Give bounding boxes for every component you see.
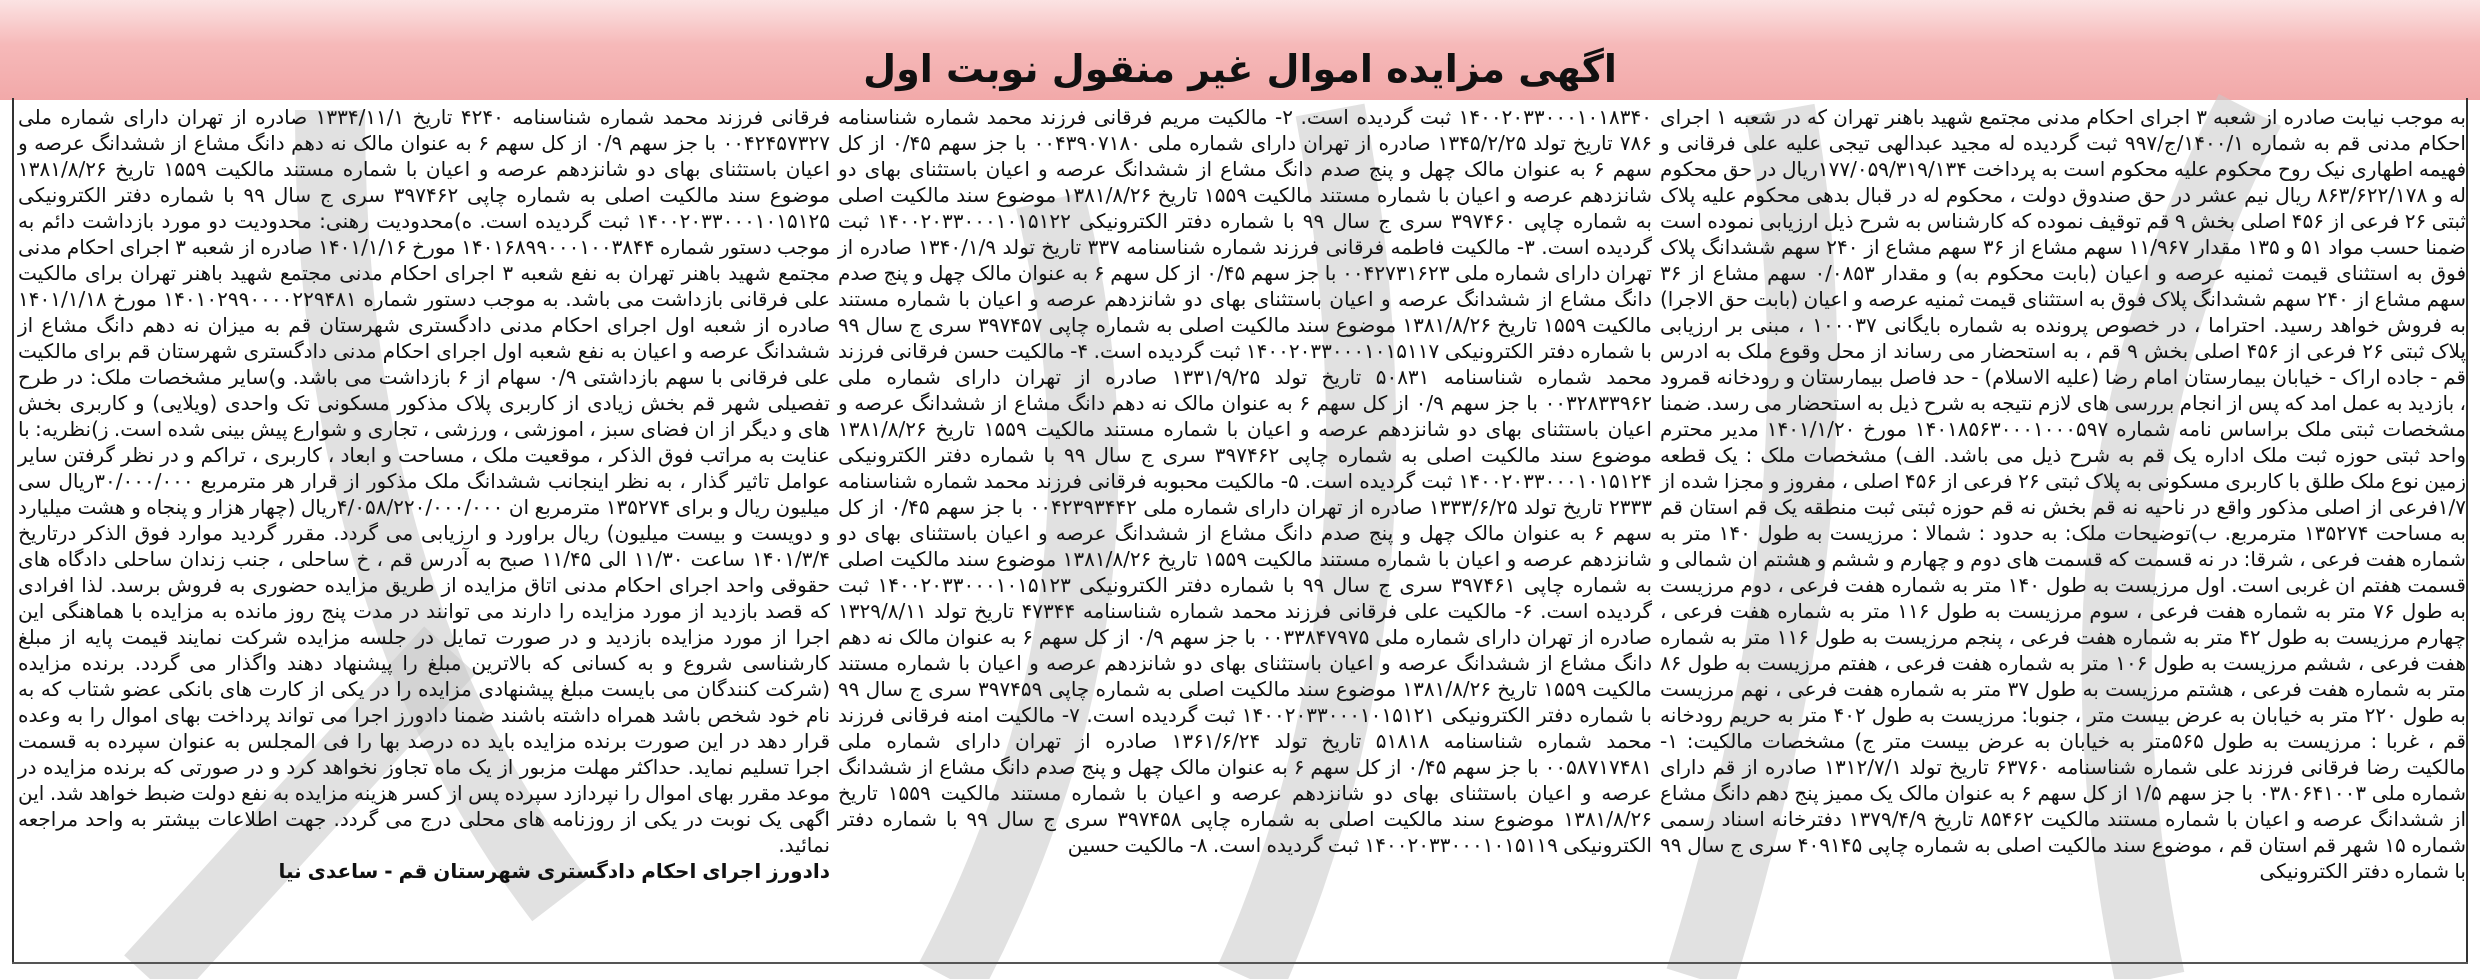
notice-column-left (18, 104, 830, 884)
notice-column-middle (838, 104, 1652, 858)
column-text: به موجب نیابت صادره از شعبه ۳ اجرای احکام مدنی مجتمع شهید باهنر تهران که در شعبه ۱ اجرای احکام مدنی قم به شماره ۱۴۰۰/۱/ج/۹۹۷ ثبت گردیده له مجید عبدالهی تیجی علیه علی فرقانی و فهیمه اطهاری نیک روح محکوم علیه محکوم است به پرداخت ۱۷۷/۰۵۹/۳۱۹/۱۳۴ریال در حق محکوم له و ۸۶۳/۶۲۲/۱۷۸ ریال نیم عشر در حق صندوق دولت ، محکوم له در قبال بدهی محکوم علیه پلاک ثبتی ۲۶ فرعی از ۴۵۶ اصلی بخش ۹ قم توقیف نموده که کارشناس به شرح ذیل ارزیابی نموده است ضمنا حسب مواد ۵۱ و ۱۳۵ مقدار ۱۱/۹۶۷ سهم مشاع از ۳۶ سهم مشاع از ۲۴۰ سهم ششدانگ پلاک فوق به استثنای قیمت ثمنیه عرصه و اعیان (بابت محکوم به) و مقدار ۰/۰۸۵۳ سهم مشاع از ۳۶ سهم مشاع از ۲۴۰ سهم ششدانگ پلاک فوق به استثنای قیمت ثمنیه عرصه و اعیان (بابت حق الاجرا) به فروش خواهد رسید. احتراما ، در خصوص پرونده به شماره بایگانی ۱۰۰۰۳۷ ، مبنی بر ارزیابی پلاک ثبتی ۲۶ فرعی از ۴۵۶ اصلی بخش ۹ قم ، به استحضار می رساند از محل وقوع ملک به ادرس قم - جاده اراک - خیابان بیمارستان امام رضا (علیه الاسلام) - حد فاصل بیمارستان و رودخانه قمرود ، بازدید به عمل امد که پس از انجام بررسی های لازم نتیجه به شرح ذیل به استحضار می رسد. ضمنا مشخصات ثبتی ملک براساس نامه شماره ۱۴۰۱۸۵۶۳۰۰۰۱۰۰۰۵۹۷ مورخ ۱۴۰۱/۱/۲۰ مدیر محترم واحد ثبتی حوزه ثبت ملک اداره یک قم به شرح ذیل می باشد. الف) مشخصات ملک : یک قطعه زمین نوع ملک طلق با کاربری مسکونی به پلاک ثبتی ۲۶ فرعی از ۴۵۶ اصلی ، مفروز و مجزا شده از ۱/۷فرعی از اصلی مذکور واقع در ناحیه نه قم بخش نه قم حوزه ثبتی ثبت منطقه یک قم استان قم به مساحت ۱۳۵۲۷۴ مترمربع. ب)توضیحات ملک: به حدود : شمالا : مرزیست به طول ۱۴۰ متر به شماره هفت فرعی ، شرقا: در نه قسمت که قسمت های دوم و چهارم و ششم و هشتم ان شمالی و قسمت هفتم ان غربی است. اول مرزیست به طول ۱۴۰ متر به شماره هفت فرعی ، دوم مرزیست به طول ۷۶ متر به شماره هفت فرعی ، سوم مرزیست به طول ۱۱۶ متر به شماره هفت فرعی ، چهارم مرزیست به طول ۴۲ متر به شماره هفت فرعی ، پنجم مرزیست به طول ۱۱۶ متر به شماره هفت فرعی ، ششم مرزیست به طول ۱۰۶ متر به شماره هفت فرعی ، هفتم مرزیست به طول ۸۶ متر به شماره هفت فرعی ، هشتم مرزیست به طول ۳۷ متر به شماره هفت فرعی ، نهم مرزیست به طول ۲۲۰ متر به خیابان به عرض بیست متر ، جنوبا: مرزیست به طول ۴۰۲ متر به حریم رودخانه قم ، غربا : مرزیست به طول ۵۶۵متر به خیابان به عرض بیست متر ج) مشخصات مالکیت: ۱- مالکیت رضا فرقانی فرزند علی شماره شناسنامه ۶۳۷۶۰ تاریخ تولد ۱۳۱۲/۷/۱ صادره از قم دارای شماره ملی ۰۳۸۰۶۴۱۰۰۳ با جز سهم ۱/۵ از کل سهم ۶ به عنوان مالک یک ممیز پنج دهم دانگ مشاع از ششدانگ عرصه و اعیان با شماره مستند مالکیت ۸۵۴۶۲ تاریخ ۱۳۷۹/۴/۹ دفترخانه اسناد رسمی شماره ۱۵ شهر قم استان قم ، موضوع سند مالکیت اصلی به شماره چاپی ۴۰۹۱۴۵ سری ج سال ۹۹ با شماره دفتر الکترونیکی (1660, 105, 2467, 883)
notice-title: اگهی مزایده اموال غیر منقول نوبت اول (863, 47, 1617, 91)
column-text: فرقانی فرزند محمد شماره شناسنامه ۴۲۴۰ تاریخ ۱۳۳۴/۱۱/۱ صادره از تهران دارای شماره ملی ۰۰۴۲۴۵۷۳۲۷ با جز سهم ۰/۹ از کل سهم ۶ به عنوان مالک نه دهم دانگ مشاع از ششدانگ عرصه و اعیان باستثنای بهای دو شانزدهم عرصه و اعیان با شماره مستند مالکیت ۱۵۵۹ تاریخ ۱۳۸۱/۸/۲۶ موضوع سند مالکیت اصلی به شماره چاپی ۳۹۷۴۶۲ سری ج سال ۹۹ با شماره دفتر الکترونیکی ۱۴۰۰۲۰۳۳۰۰۰۱۰۱۵۱۲۵ ثبت گردیده است. ه)محدودیت رهنی: محدودیت دو مورد بازداشت دائم به موجب دستور شماره ۱۴۰۱۶۸۹۹۰۰۰۱۰۰۳۸۴۴ مورخ ۱۴۰۱/۱/۱۶ صادره از شعبه ۳ اجرای احکام مدنی مجتمع شهید باهنر تهران به نفع شعبه ۳ اجرای احکام مدنی مجتمع شهید باهنر تهران برای مالکیت علی فرقانی بازداشت می باشد. به موجب دستور شماره ۱۴۰۱۰۲۹۹۰۰۰۰۲۲۹۴۸۱ مورخ ۱۴۰۱/۱/۱۸ صادره از شعبه اول اجرای احکام مدنی دادگستری شهرستان قم به میزان نه دهم دانگ مشاع از ششدانگ عرصه و اعیان به نفع شعبه اول اجرای احکام مدنی دادگستری شهرستان قم برای مالکیت علی فرقانی با سهم بازداشتی ۰/۹ سهام از ۶ بازداشت می باشد. و)سایر مشخصات ملک: در طرح تفصیلی شهر قم بخش زیادی از کاربری پلاک مذکور مسکونی تک واحدی (ویلایی) و کاربری بخش های و دیگر از ان فضای سبز ، اموزشی ، ورزشی ، تجاری و شوارع پیش بینی شده است. ز)نظریه: با عنایت به مراتب فوق الذکر ، موقعیت ملک ، مساحت و ابعاد ، کاربری ، تراکم و در نظر گرفتن سایر عوامل تاثیر گذار ، به نظر اینجانب ششدانگ ملک مذکور از قرار هر مترمربع ۳۰/۰۰۰/۰۰۰ریال سی میلیون ریال و برای ۱۳۵۲۷۴ مترمربع ان ۴/۰۵۸/۲۲۰/۰۰۰/۰۰۰ریال (چهار هزار و پنجاه و هشت میلیارد و دویست و بیست میلیون) ریال براورد و ارزیابی می گردد. مقرر گردید موارد فوق الذکر درتاریخ ۱۴۰۱/۳/۴ ساعت ۱۱/۳۰ الی ۱۱/۴۵ صبح به آدرس قم ، خ ساحلی ، جنب زندان ساحلی دادگاه های حقوقی واحد اجرای احکام مدنی اتاق مزایده از طریق مزایده حضوری به فروش برسد. لذا افرادی که قصد بازدید از مورد مزایده را دارند می توانند در مدت پنج روز مانده به مزایده با هماهنگی این اجرا از مورد مزایده بازدید و در صورت تمایل در جلسه مزایده شرکت نمایند قیمت پایه از مبلغ کارشناسی شروع و به کسانی که بالاترین مبلغ را پیشنهاد دهند واگذار می گردد. برنده مزایده (شرکت کنندگان می بایست مبلغ پیشنهادی مزایده را در یکی از کارت های بانکی عضو شتاب که به نام خود شخص باشد همراه داشته باشند ضمنا دادورز اجرا می تواند پرداخت بهای اموال را به وعده قرار دهد در این صورت برنده مزایده باید ده درصد بها را فی المجلس به عنوان سپرده به قسمت اجرا تسلیم نماید. حداکثر مهلت مزبور از یک ماه تجاوز نخواهد کرد و در صورتی که برنده مزایده در موعد مقرر بهای اموال را نپردازد سپرده پس از کسر هزینه مزایده به نفع دولت ضبط خواهد شد. این اگهی یک نوبت در یکی از روزنامه های محلی درج می گردد. جهت اطلاعات بیشتر به واحد مراجعه نمائید. (18, 105, 831, 857)
notice-column-right (1660, 104, 2466, 884)
column-text: ۱۴۰۰۲۰۳۳۰۰۰۱۰۱۸۳۴۰ ثبت گردیده است. ۲- مالکیت مریم فرقانی فرزند محمد شماره شناسنامه ۷۸۶ تاریخ تولد ۱۳۴۵/۲/۲۵ صادره از تهران دارای شماره ملی ۰۰۴۳۹۰۷۱۸۰ با جز سهم ۰/۴۵ از کل سهم ۶ به عنوان مالک چهل و پنج صدم دانگ مشاع از ششدانگ عرصه و اعیان باستثنای بهای دو شانزدهم عرصه و اعیان با شماره مستند مالکیت ۱۵۵۹ تاریخ ۱۳۸۱/۸/۲۶ موضوع سند مالکیت اصلی به شماره چاپی ۳۹۷۴۶۰ سری ج سال ۹۹ با شماره دفتر الکترونیکی ۱۴۰۰۲۰۳۳۰۰۰۱۰۱۵۱۲۲ ثبت گردیده است. ۳- مالکیت فاطمه فرقانی فرزند شماره شناسنامه ۳۳۷ تاریخ تولد ۱۳۴۰/۱/۹ صادره از تهران دارای شماره ملی ۰۰۴۲۷۳۱۶۲۳ با جز سهم ۰/۴۵ از کل سهم ۶ به عنوان مالک چهل و پنج صدم دانگ مشاع از ششدانگ عرصه و اعیان باستثنای بهای دو شانزدهم عرصه و اعیان با شماره مستند مالکیت ۱۵۵۹ تاریخ ۱۳۸۱/۸/۲۶ موضوع سند مالکیت اصلی به شماره چاپی ۳۹۷۴۵۷ سری ج سال ۹۹ با شماره دفتر الکترونیکی ۱۴۰۰۲۰۳۳۰۰۰۱۰۱۵۱۱۷ ثبت گردیده است. ۴- مالکیت حسن فرقانی فرزند محمد شماره شناسنامه ۵۰۸۳۱ تاریخ تولد ۱۳۳۱/۹/۲۵ صادره از تهران دارای شماره ملی ۰۰۳۲۸۳۳۹۶۲ با جز سهم ۰/۹ از کل سهم ۶ به عنوان مالک نه دهم دانگ مشاع از ششدانگ عرصه و اعیان باستثنای بهای دو شانزدهم عرصه و اعیان با شماره مستند مالکیت ۱۵۵۹ تاریخ ۱۳۸۱/۸/۲۶ موضوع سند مالکیت اصلی به شماره چاپی ۳۹۷۴۶۲ سری ج سال ۹۹ با شماره دفتر الکترونیکی ۱۴۰۰۲۰۳۳۰۰۰۱۰۱۵۱۲۴ ثبت گردیده است. ۵- مالکیت محبوبه فرقانی فرزند محمد شماره شناسنامه ۲۳۳۳ تاریخ تولد ۱۳۳۳/۶/۲۵ صادره از تهران دارای شماره ملی ۰۰۴۲۳۹۳۴۴۲ با جز سهم ۰/۴۵ از کل سهم ۶ به عنوان مالک چهل و پنج صدم دانگ مشاع از ششدانگ عرصه و اعیان باستثنای بهای دو شانزدهم عرصه و اعیان با شماره مستند مالکیت ۱۵۵۹ تاریخ ۱۳۸۱/۸/۲۶ موضوع سند مالکیت اصلی به شماره چاپی ۳۹۷۴۶۱ سری ج سال ۹۹ با شماره دفتر الکترونیکی ۱۴۰۰۲۰۳۳۰۰۰۱۰۱۵۱۲۳ ثبت گردیده است. ۶- مالکیت علی فرقانی فرزند محمد شماره شناسنامه ۴۷۳۴۴ تاریخ تولد ۱۳۲۹/۸/۱۱ صادره از تهران دارای شماره ملی ۰۰۳۳۸۴۷۹۷۵ با جز سهم ۰/۹ از کل سهم ۶ به عنوان مالک نه دهم دانگ مشاع از ششدانگ عرصه و اعیان باستثنای بهای دو شانزدهم عرصه و اعیان با شماره مستند مالکیت ۱۵۵۹ تاریخ ۱۳۸۱/۸/۲۶ موضوع سند مالکیت اصلی به شماره چاپی ۳۹۷۴۵۹ سری ج سال ۹۹ با شماره دفتر الکترونیکی ۱۴۰۰۲۰۳۳۰۰۰۱۰۱۵۱۲۱ ثبت گردیده است. ۷- مالکیت امنه فرقانی فرزند محمد شماره شناسنامه ۵۱۸۱۸ تاریخ تولد ۱۳۶۱/۶/۲۴ صادره از تهران دارای شماره ملی ۰۰۵۸۷۱۷۴۸۱ با جز سهم ۰/۴۵ از کل سهم ۶ به عنوان مالک چهل و پنج صدم دانگ مشاع از ششدانگ عرصه و اعیان باستثنای بهای دو شانزدهم عرصه و اعیان با شماره مستند مالکیت ۱۵۵۹ تاریخ ۱۳۸۱/۸/۲۶ موضوع سند مالکیت اصلی به شماره چاپی ۳۹۷۴۵۸ سری ج سال ۹۹ با شماره دفتر الکترونیکی ۱۴۰۰۲۰۳۳۰۰۰۱۰۱۵۱۱۹ ثبت گردیده است. ۸- مالکیت حسین (838, 105, 1653, 857)
signature: دادورز اجرای احکام دادگستری شهرستان قم - ساعدی نیا (278, 859, 830, 883)
divider (12, 962, 2468, 964)
